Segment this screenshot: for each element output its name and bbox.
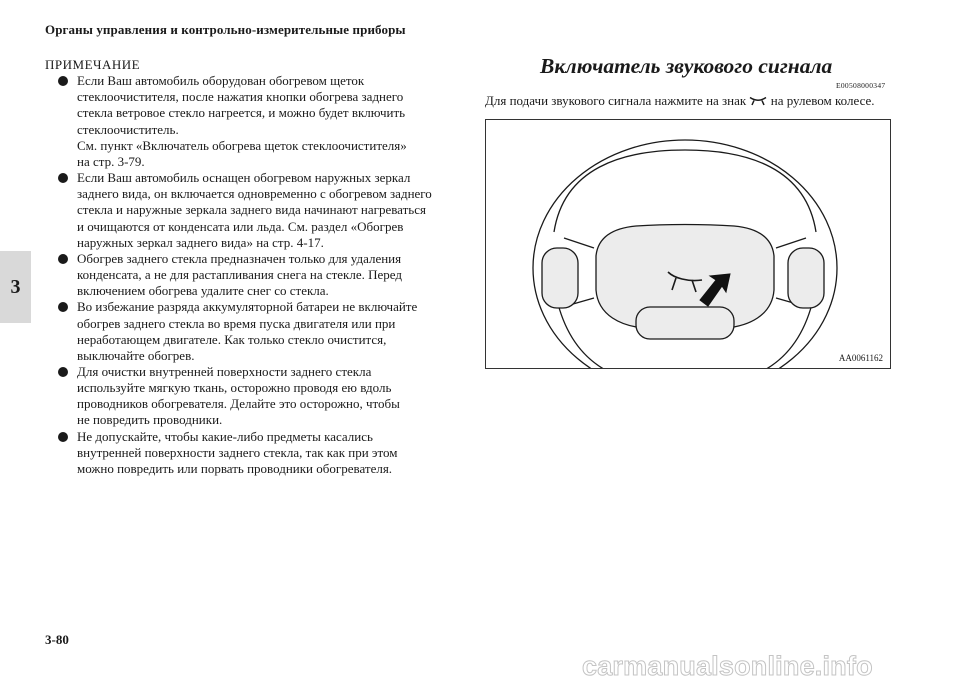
note-line: Если Ваш автомобиль оборудован обогревом щеток <box>77 73 365 89</box>
section-text-before: Для подачи звукового сигнала нажмите на знак <box>485 93 750 108</box>
note-line: обогрев заднего стекла во время пуска двигателя или при <box>77 315 396 331</box>
steering-wheel-figure <box>485 119 891 369</box>
section-text <box>485 93 875 110</box>
note-item <box>45 364 460 429</box>
steering-wheel-illustration <box>486 120 890 368</box>
bullet-icon <box>58 302 68 312</box>
note-line: стекла и наружные зеркала заднего вида начинают нагреваться <box>77 202 426 218</box>
bullet-icon <box>58 367 68 377</box>
note-item <box>45 73 460 170</box>
running-header: Органы управления и контрольно-измерительные приборы <box>45 22 406 37</box>
wheel-right-grip <box>788 248 824 308</box>
note-line: заднего вида, он включается одновременно с обогревом заднего <box>77 186 432 202</box>
note-line: внутренней поверхности заднего стекла, так как при этом <box>77 444 398 460</box>
note-line: можно повредить или порвать проводники обогревателя. <box>77 460 393 476</box>
note-line: выключайте обогрев. <box>77 347 195 363</box>
note-line: стеклоочистителя, после нажатия кнопки обогрева заднего <box>77 89 404 105</box>
note-block <box>45 57 460 477</box>
note-line: и очищаются от конденсата или льда. См. раздел «Обогрев <box>77 218 404 234</box>
note-line: стеклоочиститель. <box>77 121 179 137</box>
note-line: неработающем двигателе. Как только стекло очистится, <box>77 331 387 347</box>
chapter-number: 3 <box>10 275 21 298</box>
note-line: Обогрев заднего стекла предназначен только для удаления <box>77 250 402 266</box>
horn-icon <box>749 94 767 110</box>
note-item <box>45 251 460 299</box>
note-line: Во избежание разряда аккумуляторной батареи не включайте <box>77 299 418 315</box>
note-line: включением обогрева удалите снег со стекла. <box>77 283 329 299</box>
bullet-icon <box>58 254 68 264</box>
note-line: на стр. 3-79. <box>77 153 145 169</box>
watermark: carmanualsonline.info <box>582 651 873 681</box>
section-title: Включатель звукового сигнала <box>540 54 833 78</box>
note-line: конденсата, а не для растапливания снега на стекле. Перед <box>77 267 403 283</box>
note-line: стекла ветровое стекло нагреется, и можно будет включить <box>77 105 406 121</box>
note-item <box>45 299 460 364</box>
note-line: используйте мягкую ткань, осторожно проводя ею вдоль <box>77 380 392 396</box>
bullet-icon <box>58 173 68 183</box>
note-item <box>45 429 460 477</box>
wheel-left-grip <box>542 248 578 308</box>
wheel-bottom-pad <box>636 307 734 339</box>
note-line: Не допускайте, чтобы какие-либо предметы касались <box>77 428 373 444</box>
section-text-after: на рулевом колесе. <box>767 93 875 108</box>
note-line: См. пункт «Включатель обогрева щеток стеклоочистителя» <box>77 137 407 153</box>
note-line: не повредить проводники. <box>77 412 223 428</box>
bullet-icon <box>58 76 68 86</box>
section-code: E00508000347 <box>836 81 886 90</box>
wheel-rim-inner-top <box>554 150 816 232</box>
note-line: наружных зеркал заднего вида» на стр. 4-17. <box>77 234 324 250</box>
note-list <box>45 73 460 477</box>
note-line: Если Ваш автомобиль оснащен обогревом наружных зеркал <box>77 170 411 186</box>
page-number: 3-80 <box>45 632 69 647</box>
figure-code: AA0061162 <box>838 353 883 363</box>
bullet-icon <box>58 432 68 442</box>
note-line: проводников обогревателя. Делайте это осторожно, чтобы <box>77 396 400 412</box>
note-title: ПРИМЕЧАНИЕ <box>45 57 141 72</box>
note-line: Для очистки внутренней поверхности заднего стекла <box>77 363 372 379</box>
chapter-tab <box>0 251 31 323</box>
note-item <box>45 170 460 251</box>
